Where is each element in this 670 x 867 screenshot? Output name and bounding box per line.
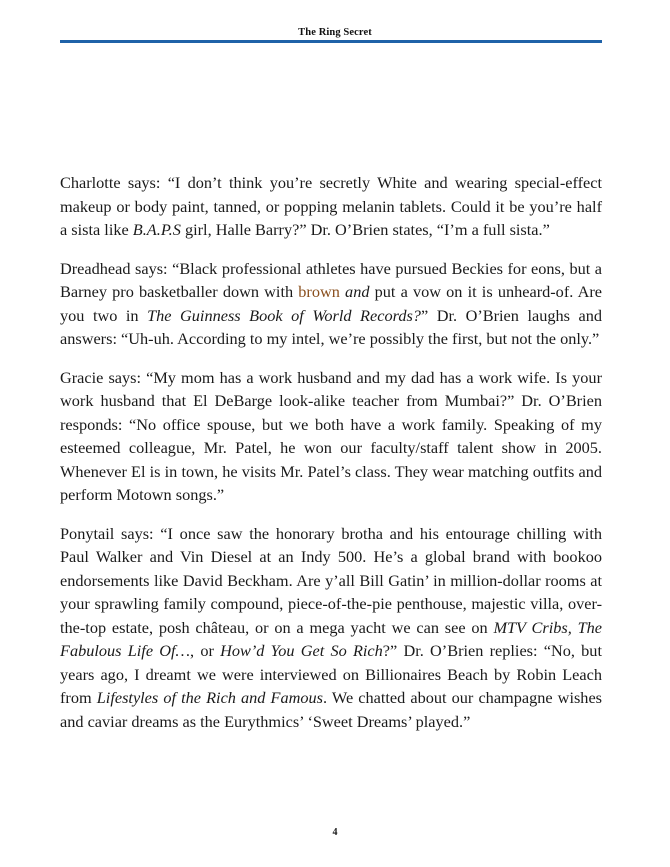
text-run: girl, Halle Barry?” Dr. O’Brien states, “I’m a full sista.” bbox=[180, 220, 550, 239]
text-run: Gracie says: “My mom has a work husband and my dad has a work wife. Is your work husband that El DeBarge look-alike teacher from Mumbai?” Dr. O’Brien responds: “No office spouse, but we both have a work family. Speaking of my esteemed colleague, Mr. Patel, he won our faculty/staff talent show in 2005. Whenever El is in town, he visits Mr. Patel’s class. They wear matching outfits and perform Motown songs.” bbox=[60, 367, 602, 504]
text-run: ?” Dr. O’Brien replies: “No, but years ago, I dreamt we were interviewed on Billionaires Beach by Robin Leach from bbox=[60, 641, 602, 707]
paragraph-gracie bbox=[60, 366, 602, 507]
italic-title: How’d You Get So Rich bbox=[220, 641, 383, 660]
italic-title: B.A.P.S bbox=[132, 220, 181, 239]
text-run: Dreadhead says: “Black professional athletes have pursued Beckies for eons, but a Barney pro basketballer down with bbox=[60, 258, 602, 301]
italic-title: MTV Cribs, The Fabulous Life Of… bbox=[60, 617, 602, 660]
text-run: . We chatted about our champagne wishes and caviar dreams as the Eurythmics’ ‘Sweet Dreams’ played.” bbox=[60, 688, 603, 731]
text-run: ” Dr. O’Brien laughs and answers: “Uh-uh. According to my intel, we’re possibly the first, but not the only.” bbox=[60, 305, 602, 348]
italic-title: The Guinness Book of World Records? bbox=[147, 305, 421, 325]
paragraph-ponytail bbox=[60, 522, 602, 734]
paragraph-dreadhead bbox=[60, 257, 602, 351]
text-run: Charlotte says: “I don’t think you’re secretly White and wearing special-effect makeup or body paint, tanned, or popping melanin tablets. Could it be you’re half a sista like bbox=[60, 173, 602, 239]
text-run: put a vow on it is unheard-of. Are you two in bbox=[60, 282, 602, 325]
colored-word: brown bbox=[298, 282, 340, 301]
body-text bbox=[60, 171, 602, 748]
text-run: Ponytail says: “I once saw the honorary brotha and his entourage chilling with Paul Walker and Vin Diesel at an Indy 500. He’s a global brand with bookoo endorsements like David Beckham. Are y’all Bill Gatin’ in million-dollar rooms at your sprawling family compound, piece-of-the-pie penthouse, majestic villa, over-the-top estate, posh château, or on a mega yacht we can see on bbox=[60, 523, 602, 637]
header-rule bbox=[60, 40, 602, 43]
page-number: 4 bbox=[332, 827, 338, 838]
italic-title: Lifestyles of the Rich and Famous bbox=[96, 688, 324, 707]
running-head-title: The Ring Secret bbox=[298, 27, 372, 38]
text-run: , or bbox=[190, 641, 221, 660]
paragraph-charlotte bbox=[60, 171, 602, 242]
italic-title: and bbox=[345, 282, 370, 301]
